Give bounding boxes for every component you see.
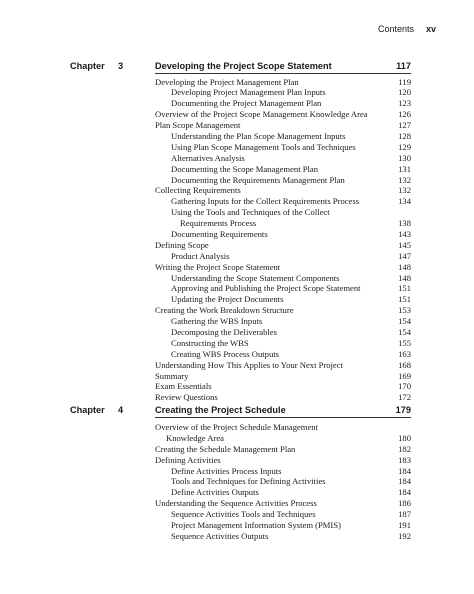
toc-entry-title: Defining Activities <box>155 454 221 465</box>
toc-entry-page-number: 128 <box>398 130 411 141</box>
chapter-label: Chapter <box>70 405 105 415</box>
toc-entry <box>0 120 474 131</box>
toc-entry-title: Documenting the Requirements Management Plan <box>171 174 345 185</box>
toc-entry-page-number: 151 <box>398 283 411 294</box>
toc-entry-title: Decomposing the Deliverables <box>171 326 277 337</box>
toc-entry <box>0 338 474 349</box>
toc-entry-page-number: 143 <box>398 228 411 239</box>
toc-entry-title: Sequence Activities Outputs <box>171 530 269 541</box>
toc-entry-page-number: 191 <box>398 520 411 531</box>
chapter-entries <box>0 77 474 404</box>
toc-entry <box>0 207 474 218</box>
toc-entry <box>0 196 474 207</box>
toc-entry-page-number: 134 <box>398 196 411 207</box>
toc-entry-title: Writing the Project Scope Statement <box>155 261 281 272</box>
toc-entry-title: Understanding the Plan Scope Management Inputs <box>171 130 346 141</box>
toc-entry-title: Summary <box>155 370 189 381</box>
toc-entry-page-number: 132 <box>398 185 411 196</box>
toc-entry-page-number: 148 <box>398 272 411 283</box>
toc-entry <box>0 509 474 520</box>
chapter-page-number: 117 <box>396 61 411 71</box>
toc-entry-title: Knowledge Area <box>166 432 224 443</box>
toc-entry-title: Constructing the WBS <box>171 337 249 348</box>
toc-entry-page-number: 187 <box>398 509 411 520</box>
toc-entry-title: Collecting Requirements <box>155 185 241 196</box>
toc-entry <box>0 316 474 327</box>
toc-entry-title: Overview of the Project Scope Management Knowledge Area <box>155 109 368 120</box>
chapter-heading <box>0 61 474 77</box>
toc-entry-page-number: 147 <box>398 250 411 261</box>
toc-entry-title: Developing the Project Management Plan <box>155 76 299 87</box>
toc-entry <box>0 444 474 455</box>
toc-entry <box>0 98 474 109</box>
toc-entry-title: Plan Scope Management <box>155 120 241 131</box>
toc-entry-page-number: 184 <box>398 487 411 498</box>
toc-entry-title: Tools and Techniques for Defining Activities <box>171 476 326 487</box>
toc-entry-title: Understanding the Scope Statement Components <box>171 272 340 283</box>
running-head-page-number: xv <box>425 24 436 34</box>
toc-entry <box>0 273 474 284</box>
toc-entry-page-number: 148 <box>398 261 411 272</box>
toc-entry-title: Overview of the Project Schedule Management <box>155 422 318 432</box>
toc-entry-page-number: 123 <box>398 98 411 109</box>
toc-entry <box>0 531 474 542</box>
toc-entry-title: Gathering Inputs for the Collect Requirements Process <box>171 196 360 207</box>
toc-entry <box>0 466 474 477</box>
chapter-title: Developing the Project Scope Statement <box>155 61 332 71</box>
chapter-label: Chapter <box>70 61 105 71</box>
toc-entry <box>0 455 474 466</box>
toc-entry <box>0 392 474 403</box>
toc-entry-title: Developing Project Management Plan Inputs <box>171 87 326 98</box>
toc-entry-title: Using the Tools and Techniques of the Collect <box>171 207 330 218</box>
toc-entry <box>0 175 474 186</box>
toc-entry-page-number: 168 <box>398 359 411 370</box>
toc-entry-page-number: 180 <box>398 432 411 443</box>
toc-entry-page-number: 172 <box>398 392 411 403</box>
toc-entry-page-number: 127 <box>398 120 411 131</box>
toc-entry-page-number: 154 <box>398 316 411 327</box>
toc-entry <box>0 360 474 371</box>
toc-entry-page-number: 120 <box>398 87 411 98</box>
toc-entry-title: Updating the Project Documents <box>171 294 284 305</box>
toc-entry <box>0 153 474 164</box>
toc-entry-title: Project Management Information System (PMIS) <box>171 520 341 531</box>
toc-entry-page-number: 192 <box>398 530 411 541</box>
toc-entry <box>0 487 474 498</box>
toc-entry <box>0 305 474 316</box>
toc-entry-title: Using Plan Scope Management Tools and Techniques <box>171 141 356 152</box>
toc-entry-title: Sequence Activities Tools and Techniques <box>171 509 316 520</box>
toc-entry-page-number: 129 <box>398 141 411 152</box>
toc-entry-title: Review Questions <box>155 392 218 403</box>
toc-entry <box>0 142 474 153</box>
toc-entry <box>0 498 474 509</box>
toc-entry <box>0 240 474 251</box>
toc-entry-title: Gathering the WBS Inputs <box>171 316 263 327</box>
toc-entry-page-number: 153 <box>398 305 411 316</box>
chapter-rule <box>155 417 411 418</box>
toc-entry <box>0 371 474 382</box>
toc-entry-title: Understanding the Sequence Activities Process <box>155 498 317 509</box>
toc-entry-page-number: 119 <box>398 76 411 87</box>
toc-entry <box>0 327 474 338</box>
toc-entry <box>0 77 474 88</box>
toc-entry-title: Product Analysis <box>171 250 230 261</box>
toc-entry-page-number: 151 <box>398 294 411 305</box>
toc-entry <box>0 476 474 487</box>
toc-entry <box>0 109 474 120</box>
toc-entry-title: Define Activities Outputs <box>171 487 259 498</box>
chapter-3-section <box>0 61 474 403</box>
toc-entry-page-number: 138 <box>398 218 411 229</box>
toc-entry <box>0 262 474 273</box>
toc-entry <box>0 87 474 98</box>
toc-entry-title: Creating the Work Breakdown Structure <box>155 305 294 316</box>
toc-entry-page-number: 154 <box>398 326 411 337</box>
chapter-title: Creating the Project Schedule <box>155 405 286 415</box>
toc-entry <box>0 294 474 305</box>
toc-entry-title: Documenting Requirements <box>171 228 268 239</box>
toc-entry-page-number: 163 <box>398 348 411 359</box>
toc-entry <box>0 218 474 229</box>
chapter-entries <box>0 422 474 542</box>
toc-entry-title: Creating the Schedule Management Plan <box>155 443 296 454</box>
toc-entry <box>0 520 474 531</box>
chapter-page-number: 179 <box>395 405 411 415</box>
toc-entry-title: Exam Essentials <box>155 381 212 392</box>
toc-entry-title: Requirements Process <box>180 218 257 229</box>
toc-entry <box>0 422 474 433</box>
toc-entry-page-number: 183 <box>398 454 411 465</box>
toc-entry <box>0 283 474 294</box>
toc-entry-title: Alternatives Analysis <box>171 152 245 163</box>
chapter-heading <box>0 405 474 421</box>
chapter-number: 3 <box>118 61 124 71</box>
running-head-title: Contents <box>377 24 414 34</box>
toc-entry-title: Understanding How This Applies to Your Next Project <box>155 359 343 370</box>
toc-entry <box>0 164 474 175</box>
toc-entry-page-number: 130 <box>398 152 411 163</box>
chapter-4-section <box>0 405 474 542</box>
toc-entry-page-number: 170 <box>398 381 411 392</box>
toc-entry-title: Documenting the Project Management Plan <box>171 98 322 109</box>
toc-entry-title: Approving and Publishing the Project Scope Statement <box>171 283 361 294</box>
toc-entry-page-number: 169 <box>398 370 411 381</box>
toc-entry-title: Define Activities Process Inputs <box>171 465 282 476</box>
chapter-rule <box>155 73 411 74</box>
toc-entry-page-number: 182 <box>398 443 411 454</box>
chapter-number: 4 <box>118 405 124 415</box>
running-head <box>0 24 474 38</box>
toc-entry-title: Defining Scope <box>155 239 209 250</box>
toc-entry-title: Documenting the Scope Management Plan <box>171 163 319 174</box>
toc-entry <box>0 349 474 360</box>
toc-entry-page-number: 155 <box>398 337 411 348</box>
toc-entry <box>0 251 474 262</box>
toc-entry <box>0 381 474 392</box>
toc-entry-page-number: 184 <box>398 476 411 487</box>
toc-entry <box>0 131 474 142</box>
toc-entry-page-number: 184 <box>398 465 411 476</box>
toc-entry-page-number: 186 <box>398 498 411 509</box>
toc-entry <box>0 185 474 196</box>
toc-entry <box>0 229 474 240</box>
toc-entry-page-number: 126 <box>398 109 411 120</box>
toc-entry-page-number: 132 <box>398 174 411 185</box>
toc-entry <box>0 433 474 444</box>
toc-entry-title: Creating WBS Process Outputs <box>171 348 279 359</box>
toc-entry-page-number: 131 <box>398 163 411 174</box>
toc-entry-page-number: 145 <box>398 239 411 250</box>
